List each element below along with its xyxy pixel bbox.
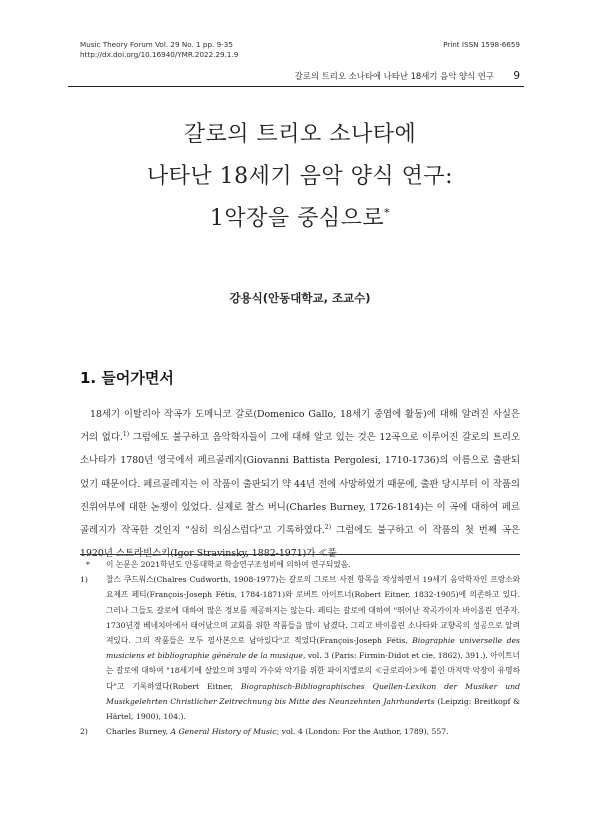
fn1-book-title-1: Biographie universelle des musiciens et bibliographie générale de la musique xyxy=(106,636,520,661)
header-rule xyxy=(68,86,524,87)
footnote-ref-2[interactable]: 2) xyxy=(324,523,332,531)
footnote-2: 2) Charles Burney, A General History of Music; vol. 4 (London: For the Author, 1789), 557. xyxy=(80,724,520,739)
title-line-3: 1악장을 중심으로* xyxy=(209,206,391,231)
journal-issn: Print ISSN 1598-6659 xyxy=(443,40,520,49)
article-title xyxy=(0,114,600,240)
journal-doi[interactable]: http://dx.doi.org/10.16940/YMR.2022.29.1.9 xyxy=(80,50,239,59)
journal-meta xyxy=(80,40,238,60)
footnotes xyxy=(80,557,520,739)
footnote-1: 1) 찰스 쿠드워스(Chalres Cudworth, 1908-1977)는 갈로의 그로브 사전 항목을 작성하면서 19세기 음악학자인 프랑소와 요제프 페티(François-Joseph Fétis, 1784-1871)와 로버트 아이트너(Robert Eitner, 1832-1905)에 의존하고 있다. 그러나 그들도 갈로에 대하여 많은 정보를 제공하지는 않는다. 페티는 갈로에 대하여 "뛰어난 작곡가이자 바이올린 연주자. 1730년경 베네치아에서 태어났으며 교회를 위한 작품들을 많이 남겼다. 그리고 바이올린 소나타와 교향곡의 성공으로 알려져있다. 그의 작품들은 모두 필사본으로 남아있다"고 적었다(François-Joseph Fétis, Biographie universelle des musiciens et bibliographie générale de la musique, vol. 3 (Paris: Firmin-Didot et cie, 1862), 391.). 아이트너는 갈로에 대하여 "18세기에 살았으며 3명의 가수와 악기를 위한 파이지엘로의 ≪글로리아≫에 붙인 마지막 악장이 유명하다"고 기록하였다(Robert Eitner, Biographisch-Bibliographisches Quellen-Lexikon der Musiker und Musikgelehrten Christlicher Zeitrechnung bis Mitte des Neunzehnten Jahrhunderts (Leipzig: Breitkopf & Härtel, 1900), 104.). xyxy=(80,572,520,724)
footnote-star-mark: * xyxy=(86,560,90,569)
footnote-1-number: 1) xyxy=(80,575,88,585)
fn1-book-title-2: Biographisch-Bibliographisches Quellen-Lexikon der Musiker und Musikgelehrten Christlicher Zeitrechnung bis Mitte des Neunzehnten Jahrhunderts xyxy=(106,681,521,706)
running-header xyxy=(295,70,520,82)
footnote-star: * 이 논문은 2021학년도 안동대학교 학술연구조성비에 의하여 연구되었음. xyxy=(80,557,520,572)
title-footnote-mark: * xyxy=(384,206,391,220)
footnote-2-number: 2) xyxy=(80,727,88,737)
footnote-rule xyxy=(80,554,520,555)
footnote-ref-1[interactable]: 1) xyxy=(122,431,130,439)
running-header-title: 갈로의 트리오 소나타에 나타난 18세기 음악 양식 연구 xyxy=(294,71,494,81)
body-text xyxy=(80,403,520,565)
title-line-2: 나타난 18세기 음악 양식 연구: xyxy=(146,164,454,189)
author-line: 강용식(안동대학교, 조교수) xyxy=(229,291,371,305)
journal-citation: Music Theory Forum Vol. 29 No. 1 pp. 9-35 xyxy=(80,40,233,49)
title-line-1: 갈로의 트리오 소나타에 xyxy=(183,122,417,147)
section-heading: 1. 들어가면서 xyxy=(80,369,174,387)
fn2-book-title: A General History of Music xyxy=(170,727,277,737)
paragraph: 18세기 이탈리아 작곡가 도메니코 갈로(Domenico Gallo, 18세기 중엽에 활동)에 대해 알려진 사실은 거의 없다.$^{1)}$ 그럼에도 불구하고 음악학자들이 그에 대해 알고 있는 것은 12곡으로 이루어진 갈로의 트리오 소나타가 1780년 영국에서 페르골레지(Giovanni Battista Pergolesi, 1710-1736)의 이름으로 출판되었기 때문이다. 페르골레지는 이 작품이 출판되기 약 44년 전에 사망하였기 때문에, 출판 당시부터 이 작품의 진위여부에 대한 논쟁이 있었다. 실제로 찰스 버니(Charles Burney, 1726-1814)는 이 곡에 대하여 페르골레지가 작곡한 것인지 "심히 의심스럽다"고 기록하였다.$^{2)}$ 그럼에도 불구하고 이 작품의 첫 번째 곡은 1920년 스트라빈스키(Igor Stravinsky, 1882-1971)가 ≪풀 xyxy=(80,409,520,560)
page-number: 9 xyxy=(513,70,520,82)
